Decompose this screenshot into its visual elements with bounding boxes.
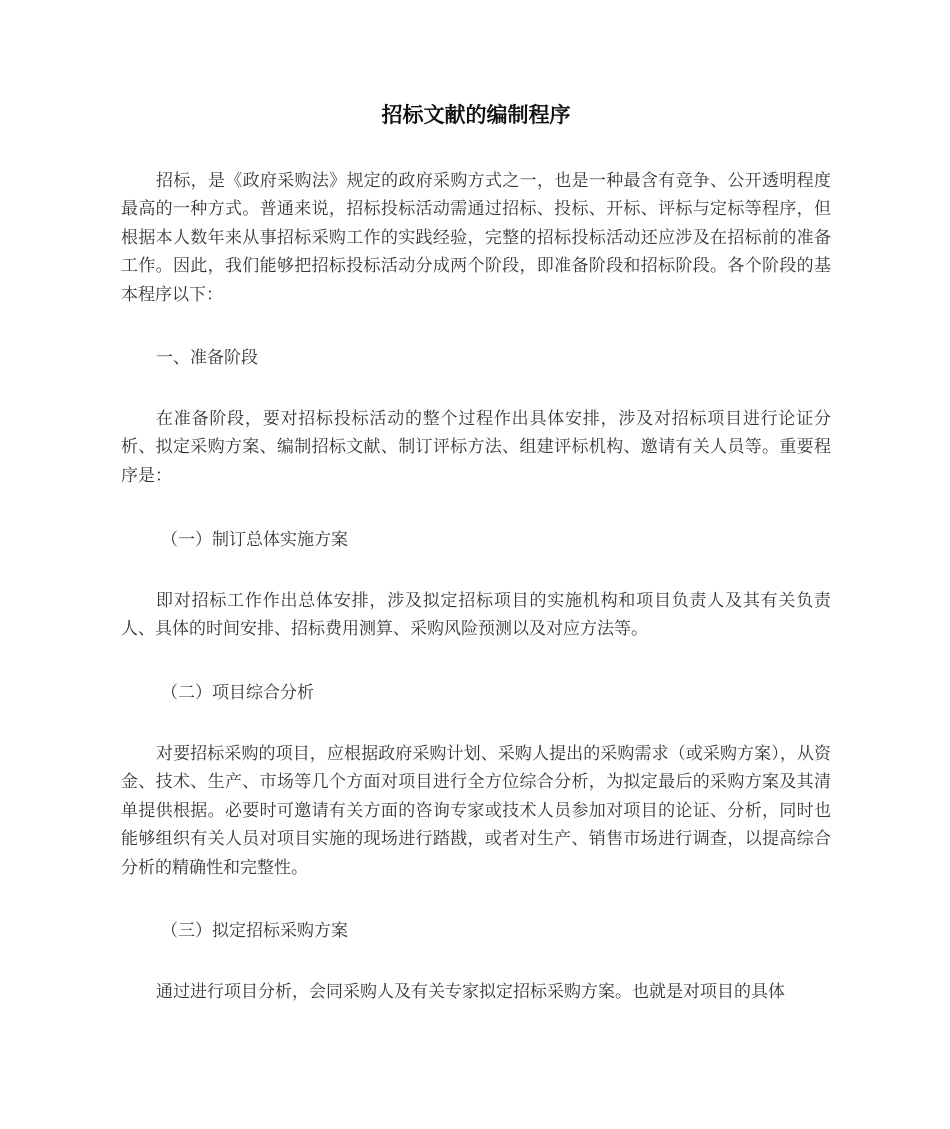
subsection-2-paragraph: 对要招标采购的项目，应根据政府采购计划、采购人提出的采购需求（或采购方案），从资金、技术、生产、市场等几个方面对项目进行全方位综合分析，为拟定最后的采购方案及其清单提供根据。必要时可邀请有关方面的咨询专家或技术人员参加对项目的论证、分析，同时也能够组织有关人员对项目实施的现场进行踏戡，或者对生产、销售市场进行调查，以提高综合分析的精确性和完整性。 (121, 744, 831, 878)
subsection-heading-3: （三）拟定招标采购方案 (161, 921, 348, 941)
document-title: 招标文献的编制程序 (381, 103, 571, 127)
section-heading-preparation: 一、准备阶段 (156, 348, 258, 368)
subsection-heading-1: （一）制订总体实施方案 (161, 530, 348, 550)
subsection-heading-2: （二）项目综合分析 (161, 683, 314, 703)
subsection-3-paragraph: 通过进行项目分析，会同采购人及有关专家拟定招标采购方案。也就是对项目的具体 (156, 982, 785, 1002)
subsection-1-paragraph: 即对招标工作作出总体安排，涉及拟定招标项目的实施机构和项目负责人及其有关负责人、具体的时间安排、招标费用测算、采购风险预测以及对应方法等。 (121, 591, 831, 640)
preparation-paragraph: 在准备阶段，要对招标投标活动的整个过程作出具体安排，涉及对招标项目进行论证分析、拟定采购方案、编制招标文献、制订评标方法、组建评标机构、邀请有关人员等。重要程序是： (121, 409, 831, 486)
intro-paragraph: 招标，是《政府采购法》规定的政府采购方式之一，也是一种最含有竞争、公开透明程度最高的一种方式。普通来说，招标投标活动需通过招标、投标、开标、评标与定标等程序，但根据本人数年来从事招标采购工作的实践经验，完整的招标投标活动还应涉及在招标前的准备工作。因此，我们能够把招标投标活动分成两个阶段，即准备阶段和招标阶段。各个阶段的基本程序以下： (121, 171, 831, 305)
